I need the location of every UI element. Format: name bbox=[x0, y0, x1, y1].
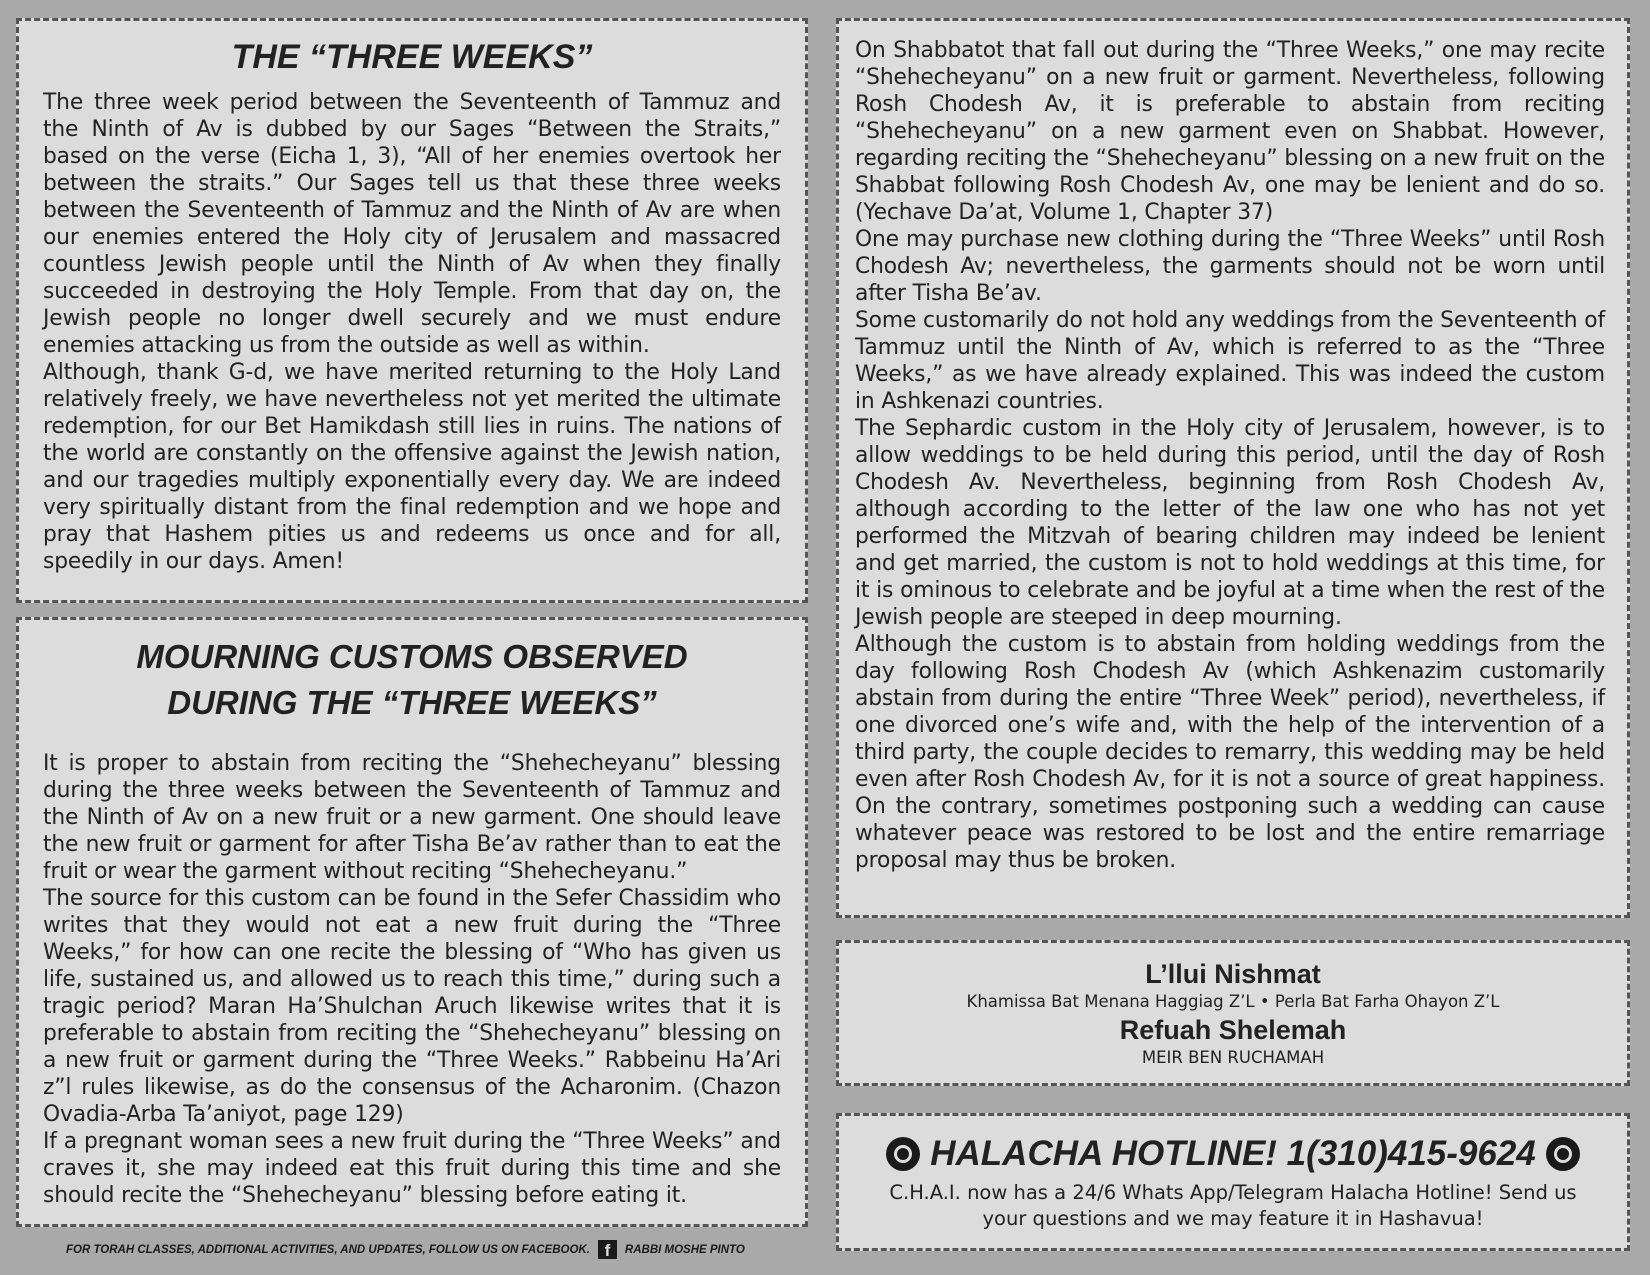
hotline-title: HALACHA HOTLINE! 1(310)415-9624 bbox=[930, 1134, 1536, 1173]
mourning-paragraph: If a pregnant woman sees a new fruit during the “Three Weeks” and craves it, she may indeed eat this fruit during this time and she should recite the “Shehecheyanu” blessing before eating it. bbox=[43, 1129, 781, 1208]
mourning-customs-title bbox=[43, 634, 781, 726]
footer bbox=[66, 1240, 745, 1259]
mourning-customs-box bbox=[16, 617, 808, 1227]
right-column-paragraph: On Shabbatot that fall out during the “Three Weeks,” one may recite “Shehecheyanu” on a new fruit or garment. Nevertheless, following Rosh Chodesh Av, it is preferable to abstain from reciting “Shehecheyanu” on a new garment even on Shabbat. However, regarding reciting the “Shehecheyanu” blessing on a new fruit on the Shabbat following Rosh Chodesh Av, one may be lenient and do so. (Yechave Da’at, Volume 1, Chapter 37) bbox=[855, 38, 1605, 225]
hotline-title-row bbox=[839, 1132, 1627, 1176]
three-weeks-box bbox=[16, 18, 808, 603]
memorial-names: Khamissa Bat Menana Haggiag Z’L • Perla Bat Farha Ohayon Z’L bbox=[966, 992, 1500, 1011]
refuah-shelemah-heading: Refuah Shelemah bbox=[1119, 1015, 1347, 1045]
right-column-paragraph: One may purchase new clothing during the “Three Weeks” until Rosh Chodesh Av; nevertheless, the garments should not be worn until after Tisha Be’av. bbox=[855, 227, 1605, 306]
refuah-name: MEIR BEN RUCHAMAH bbox=[1141, 1048, 1325, 1067]
right-column-paragraph: The Sephardic custom in the Holy city of Jerusalem, however, is to allow weddings to be held during this period, until the day of Rosh Chodesh Av. Nevertheless, beginning from Rosh Chodesh Av, although according to the letter of the law one who has not yet performed the Mitzvah of bearing children may indeed be lenient and get married, the custom is not to hold weddings at this time, for it is ominous to celebrate and be joyful at a time when the rest of the Jewish people are steeped in deep mourning. bbox=[855, 416, 1605, 630]
right-column-box bbox=[836, 18, 1630, 918]
hotline-description: C.H.A.I. now has a 24/6 Whats App/Telegram Halacha Hotline! Send us your questions and we may feature it in Hashavua! bbox=[889, 1181, 1577, 1230]
three-weeks-paragraph: The three week period between the Seventeenth of Tammuz and the Ninth of Av is dubbed by our Sages “Between the Straits,” based on the verse (Eicha 1, 3), “All of her enemies overtook her between the straits.” Our Sages tell us that these three weeks between the Seventeenth of Tammuz and the Ninth of Av are when our enemies entered the Holy city of Jerusalem and massacred countless Jewish people until the Ninth of Av when they finally succeeded in destroying the Holy Temple. From that day on, the Jewish people no longer dwell securely and we must endure enemies attacking us from the outside as well as within. bbox=[43, 90, 781, 358]
footer-text: FOR TORAH CLASSES, ADDITIONAL ACTIVITIES, AND UPDATES, FOLLOW US ON FACEBOOK. bbox=[66, 1243, 590, 1256]
right-column-paragraph: Some customarily do not hold any weddings from the Seventeenth of Tammuz until the Ninth of Av, which is referred to as the “Three Weeks,” as we have already explained. This was indeed the custom in Ashkenazi countries. bbox=[855, 308, 1605, 414]
three-weeks-title: THE “THREE WEEKS” bbox=[231, 38, 593, 76]
mourning-title-line2: DURING THE “THREE WEEKS” bbox=[167, 684, 657, 721]
chat-icon bbox=[886, 1137, 920, 1171]
memorial-box bbox=[836, 940, 1630, 1086]
facebook-icon[interactable]: f bbox=[598, 1240, 617, 1259]
mourning-title-line1: MOURNING CUSTOMS OBSERVED bbox=[136, 638, 688, 675]
mourning-paragraph: The source for this custom can be found in the Sefer Chassidim who writes that they would not eat a new fruit during the “Three Weeks,” for how can one recite the blessing of “Who has given us life, sustained us, and allowed us to reach this time,” during such a tragic period? Maran Ha’Shulchan Aruch likewise writes that it is preferable to abstain from reciting the “Shehecheyanu” blessing on a new fruit or garment during the “Three Weeks.” Rabbeinu Ha’Ari z”l rules likewise, as do the consensus of the Acharonim. (Chazon Ovadia-Arba Ta’aniyot, page 129) bbox=[43, 886, 781, 1127]
mourning-paragraph: It is proper to abstain from reciting the “Shehecheyanu” blessing during the three weeks between the Seventeenth of Tammuz and the Ninth of Av on a new fruit or a new garment. One should leave the new fruit or garment for after Tisha Be’av rather than to eat the fruit or wear the garment without reciting “Shehecheyanu.” bbox=[43, 751, 781, 884]
lilui-nishmat-heading: L’llui Nishmat bbox=[1145, 959, 1321, 989]
three-weeks-paragraph: Although, thank G-d, we have merited returning to the Holy Land relatively freely, we have nevertheless not yet merited the ultimate redemption, for our Bet Hamikdash still lies in ruins. The nations of the world are constantly on the offensive against the Jewish nation, and our tragedies multiply exponentially every day. We are indeed very spiritually distant from the final redemption and we hope and pray that Hashem pities us and redeems us once and for all, speedily in our days. Amen! bbox=[43, 360, 781, 574]
footer-name: RABBI MOSHE PINTO bbox=[624, 1243, 745, 1256]
hotline-box bbox=[836, 1113, 1630, 1251]
right-column-paragraph: Although the custom is to abstain from holding weddings from the day following Rosh Chodesh Av (which Ashkenazim customarily abstain from during the entire “Three Week” period), nevertheless, if one divorced one’s wife and, with the help of the intervention of a third party, the couple decides to remarry, this wedding may be held even after Rosh Chodesh Av, for it is not a source of great happiness. On the contrary, sometimes postponing such a wedding can cause whatever peace was restored to be lost and the entire remarriage proposal may thus be broken. bbox=[855, 632, 1605, 873]
chat-icon bbox=[1546, 1137, 1580, 1171]
